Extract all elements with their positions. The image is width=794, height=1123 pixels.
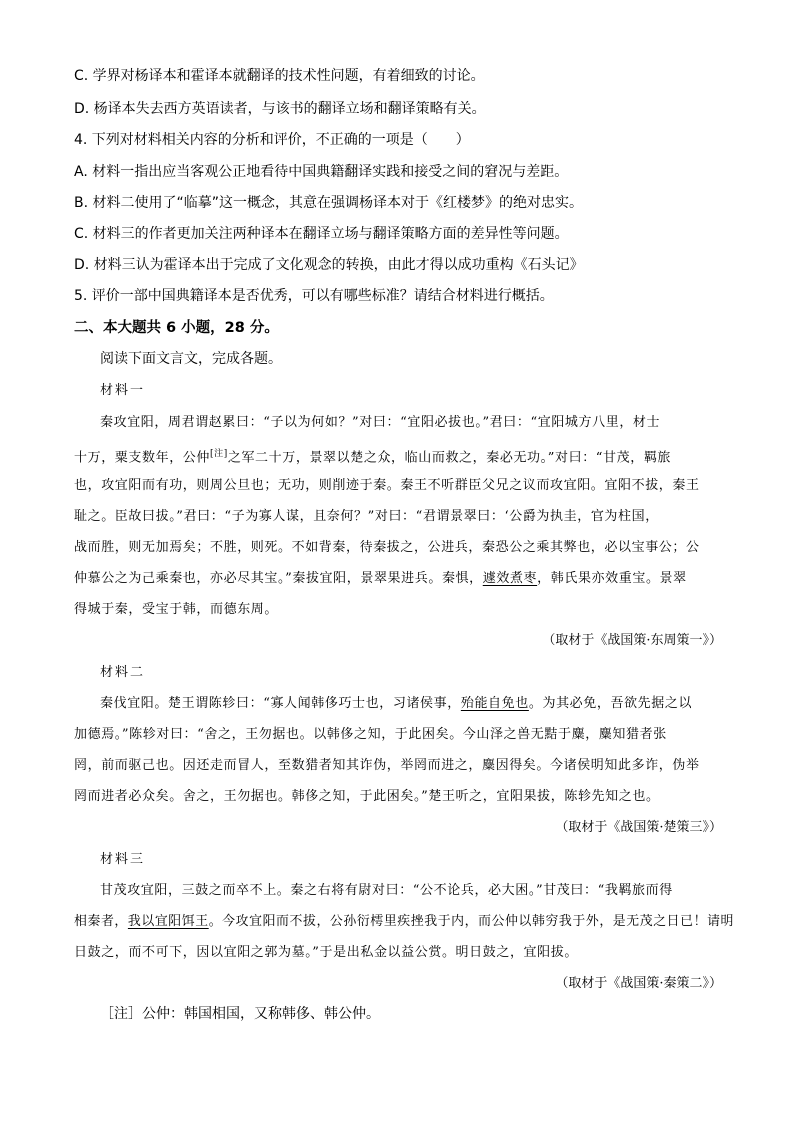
material-2-line-4: 罔而进者必众矣。舍之，王勿据也。韩侈之知，于此困矣。”楚王听之，宜阳果拔，陈轸先知之也。 xyxy=(74,789,660,804)
question-4-option-a: A. 材料一指出应当客观公正地看待中国典籍翻译实践和接受之间的窘况与差距。 xyxy=(74,164,569,180)
material-1-line-2: 十万，粟支数年，公仲[注]之军二十万，景翠以楚之众，临山而救之，秦必无功。”对曰：“甘茂，羁旅 xyxy=(74,449,672,466)
material-2-line-2: 加德焉。”陈轸对曰：“舍之，王勿据也。以韩侈之知，于此困矣。今山泽之兽无黠于麋，麋知猎者张 xyxy=(74,727,667,742)
underlined-phrase: 我以宜阳饵王 xyxy=(127,914,209,929)
underlined-phrase: 遽效煮枣 xyxy=(482,571,538,586)
material-2-line-3: 罔，前而驱己也。因还走而冒人，至数猎者知其诈伪，举罔而进之，麋因得矣。今诸侯明知此多诈，伪举 xyxy=(74,758,700,773)
material-2-label: 材料二 xyxy=(100,665,146,680)
option-c-prev: C. 学界对杨译本和霍译本就翻译的技术性问题，有着细致的讨论。 xyxy=(74,68,485,84)
material-1-line-6: 仲慕公之为己乘秦也，亦必尽其宝。”秦拔宜阳，景翠果进兵。秦惧，遽效煮枣，韩氏果亦效重宝。景翠 xyxy=(74,571,687,586)
material-1-line-3: 也，攻宜阳而有功，则周公旦也；无功，则削迹于秦。秦王不听群臣父兄之议而攻宜阳。宜阳不拔，秦王 xyxy=(74,478,700,493)
material-1-line-1: 秦攻宜阳，周君谓赵累曰：“子以为何如？”对曰：“宜阳必拔也。”君曰：“宜阳城方八里，材士 xyxy=(100,415,661,430)
footnote-marker: [注] xyxy=(210,449,228,459)
question-4-option-c: C. 材料三的作者更加关注两种译本在翻译立场与翻译策略方面的差异性等问题。 xyxy=(74,226,569,242)
section-2-instruction: 阅读下面文言文，完成各题。 xyxy=(100,351,282,367)
underlined-phrase: 殆能自免也 xyxy=(460,696,529,711)
footnote: ［注］公仲：韩国相国，又称韩侈、韩公仲。 xyxy=(100,1006,380,1022)
option-d-prev: D. 杨译本失去西方英语读者，与该书的翻译立场和翻译策略有关。 xyxy=(74,101,486,117)
question-4-option-d: D. 材料三认为霍译本出于完成了文化观念的转换，由此才得以成功重构《石头记》 xyxy=(74,257,584,273)
question-4-stem: 4. 下列对材料相关内容的分析和评价，不正确的一项是（ ） xyxy=(74,132,470,148)
material-1-label: 材料一 xyxy=(100,383,146,398)
material-1-line-7: 得城于秦，受宝于韩，而德东周。 xyxy=(74,602,279,617)
material-2-source: （取材于《战国策·楚策三》） xyxy=(555,820,722,835)
material-1-line-5: 战而胜，则无加焉矣；不胜，则死。不如背秦，待秦拔之，公进兵，秦恐公之乘其弊也，必以宝事公；公 xyxy=(74,540,700,555)
section-2-heading: 二、本大题共 6 小题，28 分。 xyxy=(74,320,279,336)
question-4-option-b: B. 材料二使用了“临摹”这一概念，其意在强调杨译本对于《红楼梦》的绝对忠实。 xyxy=(74,195,584,211)
material-3-line-1: 甘茂攻宜阳，三鼓之而卒不上。秦之右将有尉对曰：“公不论兵，必大困。”甘茂曰：“我羁旅而得 xyxy=(100,883,673,898)
material-1-line-4: 耻之。臣故曰拔。”君曰：“子为寡人谋，且奈何？”对曰：“君谓景翠曰：‘公爵为执圭，官为柱国， xyxy=(74,509,659,524)
question-5-stem: 5. 评价一部中国典籍译本是否优秀，可以有哪些标准？请结合材料进行概括。 xyxy=(74,288,554,304)
material-1-source: （取材于《战国策·东周策一》） xyxy=(542,633,722,648)
material-2-line-1: 秦伐宜阳。楚王谓陈轸曰：“寡人闻韩侈巧士也，习诸侯事，殆能自免也。为其必免，吾欲先据之以 xyxy=(100,696,693,711)
material-3-line-3: 日鼓之，而不可下，因以宜阳之郭为墓。”于是出私金以益公赏。明日鼓之，宜阳拔。 xyxy=(74,945,578,960)
material-3-line-2: 相秦者，我以宜阳饵王。今攻宜阳而不拔，公孙衍樗里疾挫我于内，而公仲以韩穷我于外，是无茂之日已！请明 xyxy=(74,914,735,929)
material-3-source: （取材于《战国策·秦策二》） xyxy=(555,976,722,991)
material-3-label: 材料三 xyxy=(100,852,146,867)
